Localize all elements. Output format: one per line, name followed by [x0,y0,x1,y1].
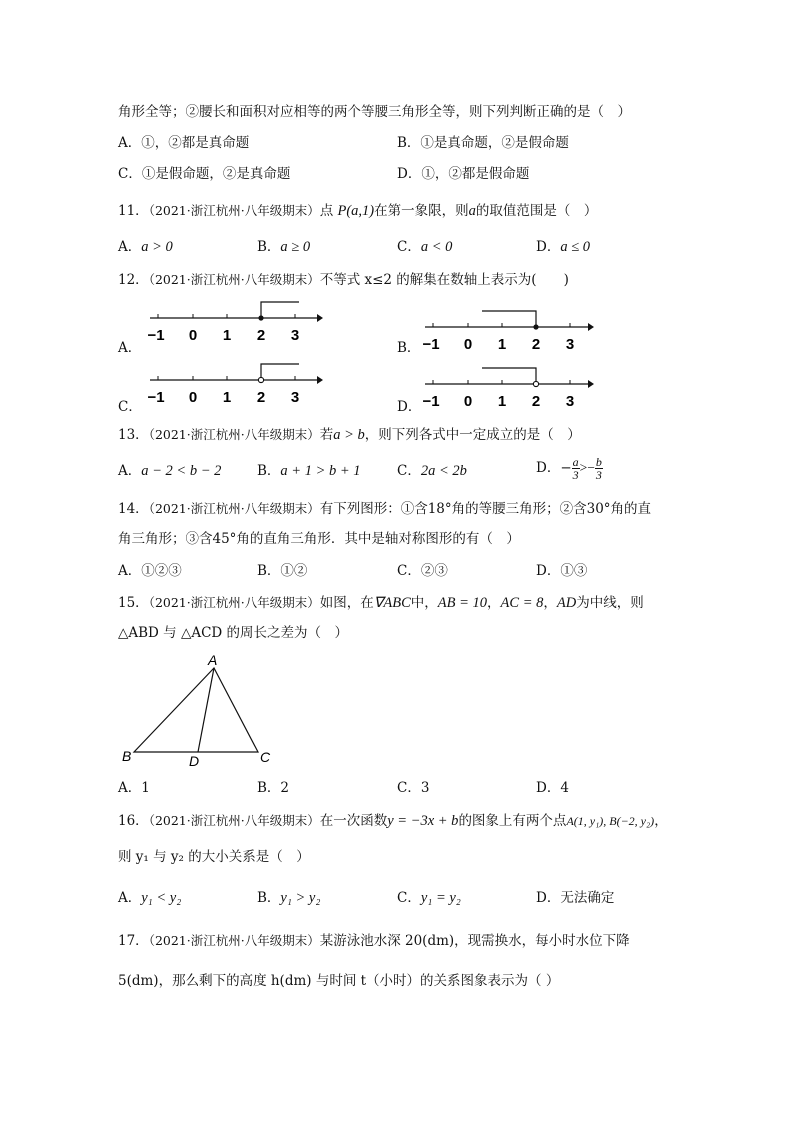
question-number: 17． [118,933,149,949]
fraction-numerator: a [572,455,579,469]
tick-label: 1 [222,389,232,406]
option-math: y₁ > y₂ [280,890,321,906]
question-16-line2: 则 y₁ 与 y₂ 的大小关系是（ ） [118,849,310,865]
question-text: 为中线，则 [576,595,644,611]
question-16 [118,812,668,830]
q12-option-b-numberline[interactable] [420,305,600,355]
question-text: 某游泳池水深 20(dm)，现需换水，每小时水位下降 [319,933,630,949]
tick-label: −1 [422,393,440,410]
vertex-label-c: C [260,749,271,765]
option-math: y₁ = y₂ [420,890,461,906]
question-15-line2: △ABD 与 △ACD 的周长之差为（ ） [118,625,349,641]
tick-label: 3 [290,327,300,344]
intro-option-b[interactable]: B．①是真命题，②是假命题 [397,135,569,151]
question-source: （2021·浙江杭州·八年级期末） [148,501,320,516]
question-source: （2021·浙江杭州·八年级期末） [148,933,320,948]
question-text: ， [654,813,668,829]
question-15: 15．（2021·浙江杭州·八年级期末）如图，在∇ABC中，AB = 10，AC = 8，AD为中线，则 [118,595,644,611]
q12-option-c-label[interactable]: C． [118,399,142,415]
fraction-a-over-3 [572,456,580,481]
tick-label: −1 [147,389,165,406]
option-label: B． [257,239,281,255]
option-label: D． [536,460,561,476]
q13-option-d[interactable]: D．− $\frac{a}{3}$ >− $\frac{b}{3}$ [536,455,602,482]
math-expression: y = −3x + b [387,813,459,829]
option-label: A． [118,239,142,255]
tick-label: 0 [188,389,198,406]
triangle-diagram [118,650,288,770]
vertex-label-d: D [189,753,200,769]
tick-label: 1 [222,327,232,344]
fraction-numerator: b [595,455,602,469]
question-17-line2: 5(dm)，那么剩下的高度 h(dm) 与时间 t（小时）的关系图象表示为（ ） [118,973,560,989]
intro-option-d[interactable]: D．①，②都是假命题 [397,166,530,182]
math-expression: P(a,1) [337,203,375,219]
question-text: 在第一象限，则 [374,203,469,219]
option-math: a − 2 < b − 2 [141,463,222,479]
question-text: 的图象上有两个点 [458,813,567,829]
tick-label: 0 [463,336,473,353]
option-math: a < 0 [420,239,453,255]
tick-label: 1 [497,393,507,410]
tick-label: −1 [422,336,440,353]
q16-option-a[interactable] [118,889,181,907]
question-text: 的取值范围是（ ） [475,203,598,219]
question-text: 若 [319,427,334,443]
question-text: 中， [410,595,438,611]
math-expression: ∇ABC [373,595,411,611]
q15-option-d[interactable]: D．4 [536,780,569,796]
question-text: ，则下列各式中一定成立的是（ ） [364,427,581,443]
q14-option-d[interactable]: D．①③ [536,563,588,579]
question-text: 如图，在 [319,595,374,611]
q16-option-b[interactable] [257,889,320,907]
question-14-line2: 角三角形；③含45°角的直角三角形．其中是轴对称图形的有（ ） [118,531,520,547]
tick-label: 3 [290,389,300,406]
option-math: a ≥ 0 [280,239,311,255]
q12-option-c-numberline[interactable] [145,358,325,408]
q14-option-c[interactable]: C．②③ [397,563,448,579]
tick-label: 2 [531,393,541,410]
q15-option-b[interactable]: B．2 [257,780,290,796]
q12-option-d-numberline[interactable] [420,362,600,412]
option-math: a + 1 > b + 1 [280,463,361,479]
option-label: B． [257,890,281,906]
question-12 [118,271,569,289]
question-source: （2021·浙江杭州·八年级期末） [148,203,320,218]
q16-option-c[interactable] [397,889,461,907]
question-text: 不等式 x≤2 的解集在数轴上表示为( ) [319,272,569,288]
tick-label: 2 [256,327,266,344]
q11-option-b[interactable] [257,238,310,256]
option-label: C． [397,239,421,255]
question-11 [118,202,597,220]
option-math: y₁ < y₂ [141,890,182,906]
q13-option-a[interactable] [118,462,221,480]
option-label: D． [536,890,561,906]
q15-option-c[interactable]: C．3 [397,780,430,796]
q15-option-a[interactable]: A．1 [118,780,150,796]
math-variable: a [468,203,476,219]
intro-option-a[interactable]: A．①，②都是真命题 [118,135,250,151]
option-label: A． [118,890,142,906]
q13-option-b[interactable] [257,462,361,480]
question-13 [118,426,581,444]
question-number: 14． [118,501,149,517]
tick-label: 3 [565,336,575,353]
q11-option-d[interactable] [536,238,590,256]
q12-option-b-label[interactable]: B． [397,340,421,356]
tick-label: 2 [531,336,541,353]
vertex-label-a: A [208,652,218,668]
q11-option-a[interactable] [118,238,173,256]
tick-label: 3 [565,393,575,410]
option-label: D． [536,239,561,255]
math-expression: AC = 8 [500,595,544,611]
q14-option-b[interactable]: B．①② [257,563,308,579]
option-label: C． [397,463,421,479]
question-text: 在一次函数 [319,813,388,829]
option-math: a > 0 [141,239,173,255]
question-source: （2021·浙江杭州·八年级期末） [148,813,320,828]
option-label: B． [257,463,281,479]
question-text: 点 [319,203,334,219]
tick-label: 0 [188,327,198,344]
question-number: 15． [118,595,149,611]
math-expression: AB = 10 [437,595,488,611]
option-text: 无法确定 [560,890,615,906]
question-number: 11． [118,203,149,219]
q11-option-c[interactable] [397,238,452,256]
fraction-b-over-3 [595,456,603,481]
tick-label: 2 [256,389,266,406]
math-expression: a > b [333,427,365,443]
question-text: 有下列图形：①含18°角的等腰三角形；②含30°角的直 [319,501,652,517]
tick-label: 0 [463,393,473,410]
q12-option-a-label[interactable]: A． [118,340,142,356]
intro-option-c[interactable]: C．①是假命题，②是真命题 [118,166,291,182]
q16-option-d[interactable] [536,889,614,907]
fraction-denominator: 3 [572,468,579,482]
question-number: 13． [118,427,149,443]
fraction-denominator: 3 [595,468,602,482]
option-math: a ≤ 0 [560,239,591,255]
math-expression: AD [556,595,577,611]
math-expression: A(1, y₁), B(−2, y₂) [566,814,655,828]
option-label: C． [397,890,421,906]
q13-option-c[interactable] [397,462,467,480]
question-source: （2021·浙江杭州·八年级期末） [148,427,320,442]
question-17 [118,932,630,950]
question-number: 16． [118,813,149,829]
q14-option-a[interactable]: A．①②③ [118,563,182,579]
tick-label: −1 [147,327,165,344]
question-14 [118,500,651,518]
option-math: 2a < 2b [420,463,467,479]
question-source: （2021·浙江杭州·八年级期末） [148,595,320,610]
tick-label: 1 [497,336,507,353]
question-source: （2021·浙江杭州·八年级期末） [148,272,320,287]
q12-option-d-label[interactable]: D． [397,399,422,415]
vertex-label-b: B [122,748,132,764]
intro-line: 角形全等；②腰长和面积对应相等的两个等腰三角形全等，则下列判断正确的是（ ） [118,104,631,120]
question-number: 12． [118,272,149,288]
q12-option-a-numberline[interactable] [145,296,325,346]
option-label: A． [118,463,142,479]
